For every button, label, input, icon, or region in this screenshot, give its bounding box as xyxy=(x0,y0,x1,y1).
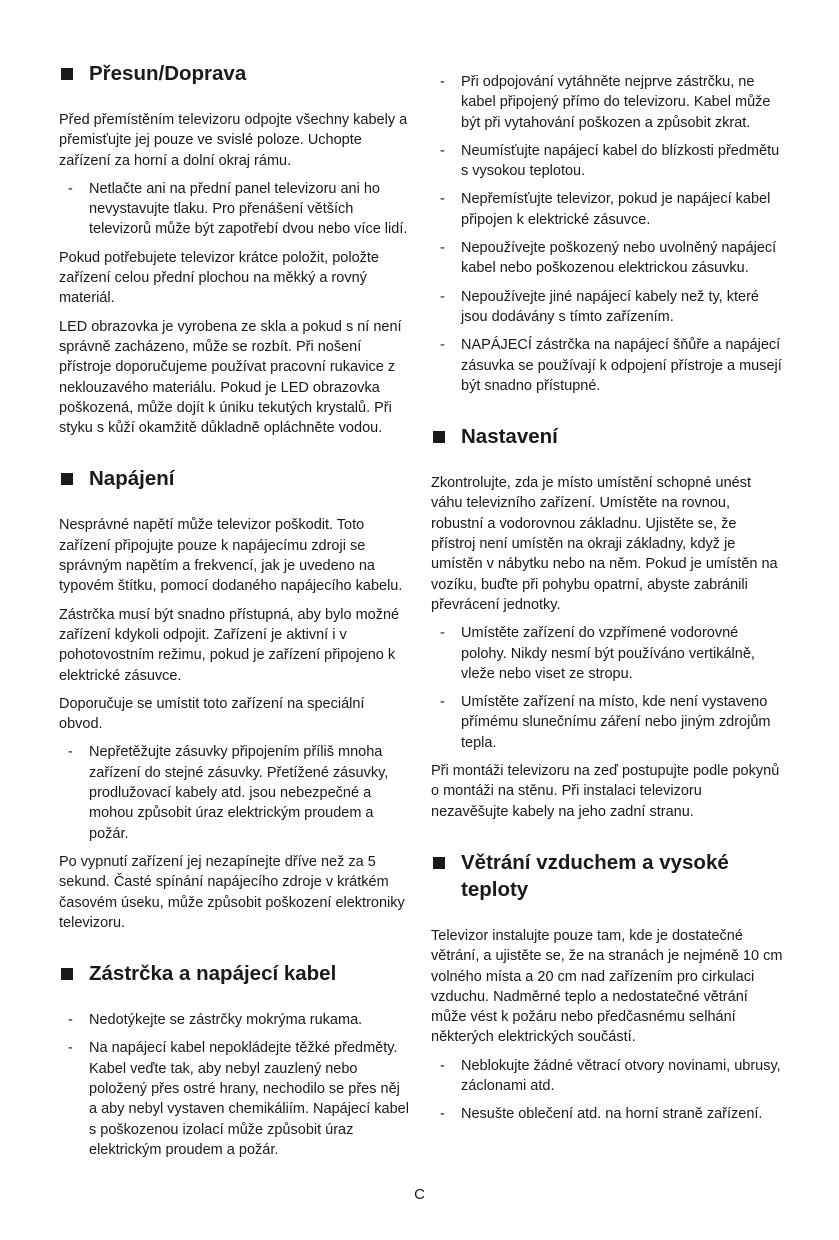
dash-marker: - xyxy=(440,337,445,354)
list-item: - NAPÁJECÍ zástrčka na napájecí šňůře a napájecí zásuvka se používají k odpojení přístroje a musejí být snadno přístupné. xyxy=(440,337,782,394)
dash-marker: - xyxy=(68,1040,73,1057)
paragraph: Po vypnutí zařízení jej nezapínejte dříve než za 5 sekund. Časté spínání napájecího zdroje v krátkém časovém úseku, může způsobit poškození elektroniky televizoru. xyxy=(59,853,405,931)
bullet-list xyxy=(59,179,411,240)
left-column xyxy=(59,60,411,1168)
paragraph: Zástrčka musí být snadno přístupná, aby bylo možné zařízení kdykoli odpojit. Zařízení je aktivní i v pohotovostním režimu, pokud je zařízení připojeno k elektrické zásuvce. xyxy=(59,606,400,684)
list-item: - Nesušte oblečení atd. na horní straně zařízení. xyxy=(431,1104,783,1124)
dash-marker: - xyxy=(440,288,445,305)
list-item: - Umístěte zařízení do vzpřímené vodorovné polohy. Nikdy nesmí být používáno vertikálně, vleže nebo viset ze stropu. xyxy=(440,625,755,682)
list-item: - Při odpojování vytáhněte nejprve zástrčku, ne kabel připojený přímo do televizoru. Kabel může být při vytahování poškozen a způsobit zkrat. xyxy=(440,74,771,131)
list-item: - Nepřemísťujte televizor, pokud je napájecí kabel připojen k elektrické zásuvce. xyxy=(440,191,771,228)
section-title-vetrani: Větrání vzduchem a vysoké teploty xyxy=(431,849,783,903)
right-column xyxy=(431,72,783,1133)
list-item: - Nedotýkejte se zástrčky mokrýma rukama. xyxy=(59,1010,411,1030)
list-item: - Umístěte zařízení na místo, kde není vystaveno přímému slunečnímu záření nebo jiným zdrojům tepla. xyxy=(440,694,771,751)
dash-marker: - xyxy=(68,744,73,761)
dash-marker: - xyxy=(68,1012,73,1029)
paragraph: LED obrazovka je vyrobena ze skla a pokud s ní není správně zacházeno, může se rozbít. Při nošení přístroje doporučujeme používat pracovní rukavice z neklouzavého materiálu. Pokud je LED obrazovka poškozená, může dojít k úniku tekutých krystalů. Při styku s kůží okamžitě důkladně opláchněte vodou. xyxy=(59,318,402,437)
paragraph: Zkontrolujte, zda je místo umístění schopné unést váhu televizního zařízení. Umístěte na rovnou, robustní a vodorovnou základnu. Ujistěte se, že přístroj není umístěn na okraji základny, když je umístěn v nábytku nebo na něm. Pokud je umístěn na vozíku, buďte při pohybu opatrní, abyste zabránili převrácení jednotky. xyxy=(431,475,778,613)
page-letter: C xyxy=(414,1186,425,1203)
dash-marker: - xyxy=(440,694,445,711)
section-title-presun: Přesun/Doprava xyxy=(59,60,411,87)
square-bullet-icon xyxy=(433,857,445,869)
dash-marker: - xyxy=(440,1106,445,1123)
bullet-list xyxy=(431,623,783,753)
paragraph: Před přemístěním televizoru odpojte všechny kabely a přemisťujte jej pouze ve svislé poloze. Uchopte zařízení za horní a dolní okraj rámu. xyxy=(59,112,408,169)
square-bullet-icon xyxy=(61,473,73,485)
paragraph: Televizor instalujte pouze tam, kde je dostatečné větrání, a ujistěte se, že na stranách je nejméně 10 cm volného místa a 20 cm nad zařízením pro cirkulaci vzduchu. Nadměrné teplo a nedostatečné větrání může vést k požáru nebo předčasnému selhání některých elektrických součástí. xyxy=(431,927,783,1046)
list-item: - Nepřetěžujte zásuvky připojením příliš mnoha zařízení do stejné zásuvky. Přetížené zásuvky, prodlužovací kabely atd. jsou nebezpečné a mohou způsobit úraz elektrickým proudem a požár. xyxy=(68,744,389,842)
dash-marker: - xyxy=(68,180,73,197)
dash-marker: - xyxy=(440,625,445,642)
section-title-nastaveni: Nastavení xyxy=(431,423,783,450)
list-item: - Na napájecí kabel nepokládejte těžké předměty. Kabel veďte tak, aby nebyl zauzlený nebo položený přes ostré hrany, nechodilo se přes něj a aby nebyl vystaven chemikáliím. Napájecí kabel s poškozenou izolací může způsobit úraz elektrickým proudem a požár. xyxy=(68,1040,409,1158)
section-title-napajeni: Napájení xyxy=(59,465,411,492)
list-item: - Netlačte ani na přední panel televizoru ani ho nevystavujte tlaku. Pro přenášení větších televizorů může být zapotřebí dvou nebo více lidí. xyxy=(68,180,408,238)
dash-marker: - xyxy=(440,191,445,208)
paragraph: Doporučuje se umístit toto zařízení na speciální obvod. xyxy=(59,695,365,733)
list-item: - Nepoužívejte jiné napájecí kabely než ty, které jsou dodávány s tímto zařízením. xyxy=(440,288,759,325)
list-item: - Neumísťujte napájecí kabel do blízkosti předmětu s vysokou teplotou. xyxy=(440,142,780,180)
square-bullet-icon xyxy=(61,68,73,80)
paragraph: Při montáži televizoru na zeď postupujte podle pokynů o montáži na stěnu. Při instalaci televizoru nezavěšujte kabely na jeho zadní stranu. xyxy=(431,763,780,820)
square-bullet-icon xyxy=(61,968,73,980)
dash-marker: - xyxy=(440,142,445,159)
list-item: - Nepoužívejte poškozený nebo uvolněný napájecí kabel nebo poškozenou elektrickou zásuvku. xyxy=(440,240,777,277)
bullet-list xyxy=(59,742,411,843)
bullet-list xyxy=(59,1010,411,1160)
section-title-zastrcka: Zástrčka a napájecí kabel xyxy=(59,960,411,987)
bullet-list xyxy=(431,1056,783,1125)
paragraph: Nesprávné napětí může televizor poškodit. Toto zařízení připojujte pouze k napájecímu zdroji se správným napětím a frekvencí, jak je uvedeno na typovém štítku, pomocí dodaného napájecího kabelu. xyxy=(59,517,403,595)
dash-marker: - xyxy=(440,1057,445,1074)
dash-marker: - xyxy=(440,74,445,90)
bullet-list xyxy=(431,72,783,396)
list-item: - Neblokujte žádné větrací otvory novinami, ubrusy, záclonami atd. xyxy=(440,1057,781,1094)
paragraph: Pokud potřebujete televizor krátce položit, položte zařízení celou přední plochou na měkký a rovný materiál. xyxy=(59,249,379,307)
dash-marker: - xyxy=(440,240,445,257)
square-bullet-icon xyxy=(433,431,445,443)
